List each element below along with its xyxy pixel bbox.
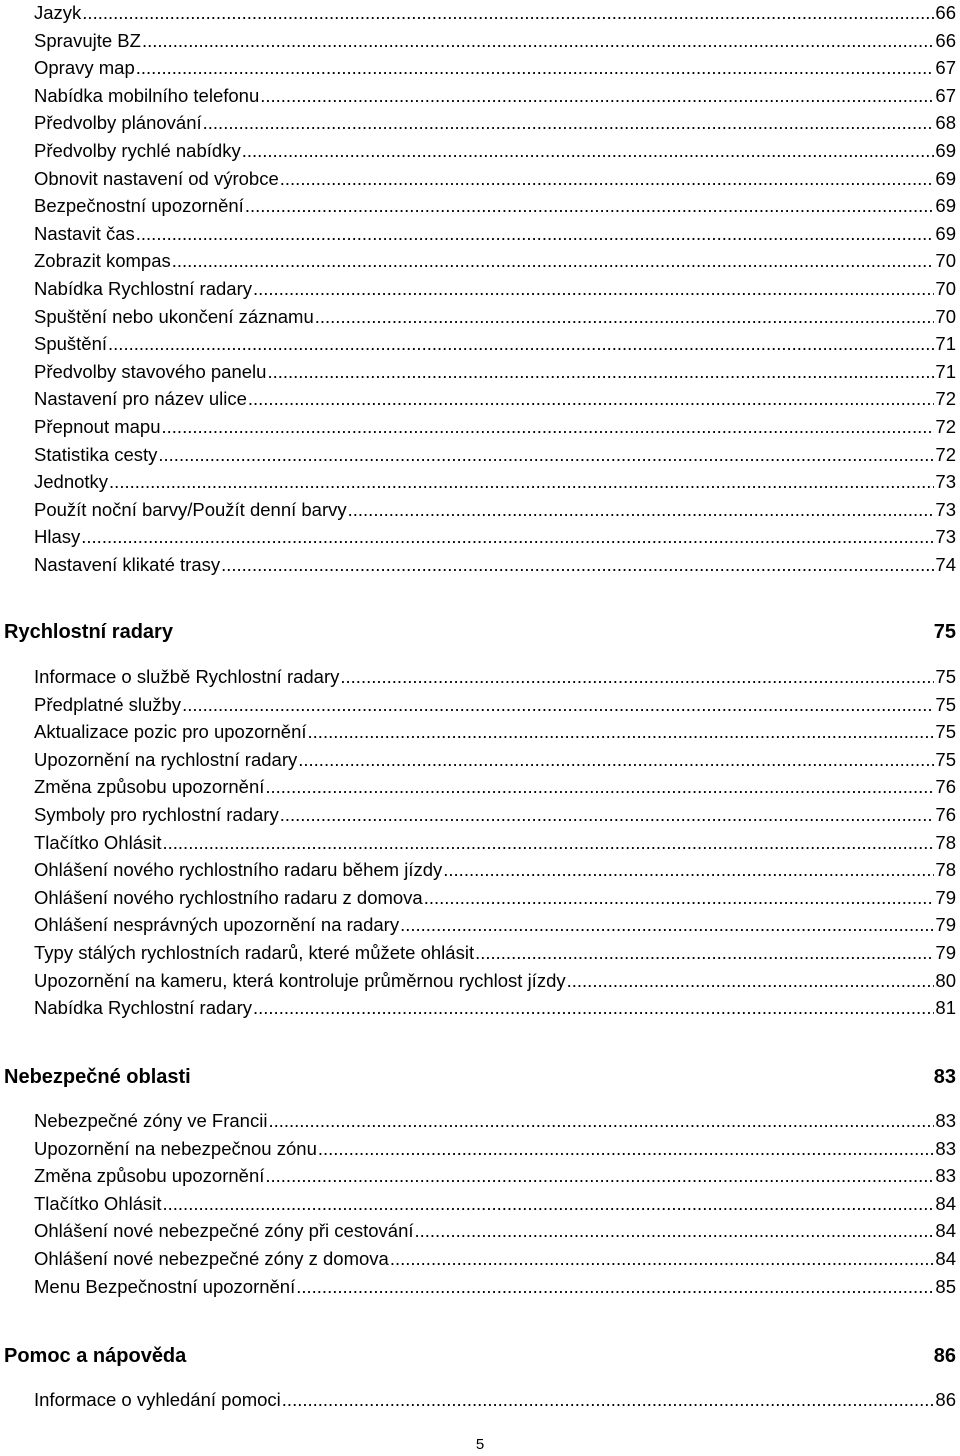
toc-entry[interactable] (0, 523, 960, 551)
toc-entry[interactable] (0, 330, 960, 358)
toc-entry[interactable] (0, 1135, 960, 1163)
toc-entry-title: Spravujte BZ (34, 29, 141, 51)
toc-entry-page: 73 (935, 471, 956, 493)
toc-entry-title: Spuštění nebo ukončení záznamu (34, 305, 314, 327)
section-heading-page: 75 (933, 621, 956, 643)
toc-entry[interactable] (0, 1245, 960, 1273)
toc-entry-title: Ohlášení nového rychlostního radaru z domova (34, 886, 423, 908)
dot-leader (315, 303, 935, 331)
dot-leader (424, 884, 935, 912)
toc-entry-page: 70 (935, 278, 956, 299)
dot-leader (136, 220, 935, 248)
toc-entry-page: 67 (935, 57, 956, 79)
toc-entry-title: Předvolby plánování (34, 112, 202, 134)
toc-entry-title: Upozornění na nebezpečnou zónu (34, 1137, 317, 1159)
toc-entry-page: 70 (935, 305, 956, 327)
toc-entry[interactable] (0, 1190, 960, 1218)
dot-leader (280, 165, 935, 193)
dot-leader (182, 691, 934, 719)
toc-entry-page: 84 (935, 1248, 956, 1269)
toc-entry-page: 79 (935, 886, 956, 908)
dot-leader (475, 939, 934, 967)
toc-entry-title: Nastavení pro název ulice (34, 388, 247, 410)
toc-entry-title: Hlasy (34, 526, 81, 548)
toc-entry-page: 83 (935, 1165, 956, 1187)
dot-leader (280, 801, 935, 829)
toc-entry-page: 79 (935, 942, 956, 963)
dot-leader (296, 1273, 934, 1301)
toc-entry-title: Symboly pro rychlostní radary (34, 804, 279, 825)
toc-entry-page: 73 (935, 498, 956, 520)
dot-leader (108, 330, 934, 358)
toc-entry[interactable] (0, 275, 960, 303)
toc-entry[interactable] (0, 939, 960, 967)
toc-entry-page: 81 (935, 997, 956, 1019)
toc-entry-title: Tlačítko Ohlásit (34, 831, 162, 853)
dot-leader (282, 1386, 935, 1414)
dot-leader (268, 1107, 934, 1135)
toc-entry-page: 71 (935, 360, 956, 382)
toc-entry-title: Ohlášení nesprávných upozornění na radary (34, 914, 400, 936)
toc-entry[interactable] (0, 358, 960, 386)
toc-entry[interactable] (0, 192, 960, 220)
toc-entry-page: 70 (935, 250, 956, 272)
toc-entry-page: 73 (935, 526, 956, 548)
toc-entry-title: Nastavit čas (34, 222, 135, 244)
toc-entry-title: Nabídka mobilního telefonu (34, 84, 260, 106)
section-heading-title: Nebezpečné oblasti (4, 1066, 191, 1088)
toc-entry[interactable] (0, 441, 960, 469)
dot-leader (136, 54, 935, 82)
toc-entry[interactable] (0, 801, 960, 829)
toc-entry[interactable] (0, 1217, 960, 1245)
toc-entry-page: 78 (935, 831, 956, 853)
toc-entry-title: Tlačítko Ohlásit (34, 1192, 162, 1214)
toc-entry-page: 79 (935, 914, 956, 936)
toc-entry-page: 78 (935, 859, 956, 881)
dot-leader (163, 829, 935, 857)
toc-entry-page: 83 (935, 1137, 956, 1159)
section-heading-title: Rychlostní radary (4, 621, 173, 643)
toc-entry-title: Předplatné služby (34, 693, 182, 715)
toc-entry-title: Předvolby rychlé nabídky (34, 140, 241, 161)
dot-leader (415, 1217, 935, 1245)
toc-entry-page: 75 (935, 748, 956, 770)
toc-entry-title: Informace o službě Rychlostní radary (34, 666, 340, 687)
dot-leader (340, 663, 934, 691)
toc-entry-title: Použít noční barvy/Použít denní barvy (34, 498, 347, 520)
toc-entry-page: 76 (935, 776, 956, 798)
toc-entry-page: 86 (935, 1389, 956, 1410)
toc-entry[interactable] (0, 746, 960, 774)
toc-entry-title: Upozornění na kameru, která kontroluje průměrnou rychlost jízdy (34, 969, 566, 991)
toc-entry[interactable] (0, 663, 960, 691)
dot-leader (400, 911, 934, 939)
dot-leader (242, 137, 935, 165)
toc-entry-page: 80 (935, 969, 956, 991)
toc-entry[interactable] (0, 109, 960, 137)
toc-entry-page: 84 (935, 1220, 956, 1242)
page-number: 5 (475, 1436, 485, 1453)
toc-entry-title: Typy stálých rychlostních radarů, které můžete ohlásit (34, 942, 475, 963)
dot-leader (172, 247, 935, 275)
dot-leader (298, 746, 934, 774)
dot-leader (221, 551, 934, 579)
dot-leader (267, 358, 934, 386)
dot-leader (245, 192, 935, 220)
toc-entry-title: Nebezpečné zóny ve Francii (34, 1110, 268, 1131)
dot-leader (567, 967, 935, 995)
dot-leader (390, 1245, 935, 1273)
toc-entry-title: Nabídka Rychlostní radary (34, 278, 252, 299)
toc-entry-page: 75 (935, 666, 956, 687)
toc-entry-title: Statistika cesty (34, 443, 158, 465)
toc-entry-page: 74 (935, 554, 956, 575)
toc-entry-page: 75 (935, 721, 956, 743)
section-heading[interactable] (0, 1062, 960, 1092)
toc-entry-page: 67 (935, 84, 956, 106)
toc-entry-page: 83 (935, 1110, 956, 1131)
toc-entry-title: Změna způsobu upozornění (34, 1165, 265, 1187)
toc-entry[interactable] (0, 1107, 960, 1135)
toc-entry-title: Zobrazit kompas (34, 250, 171, 272)
toc-entry-page: 69 (935, 222, 956, 244)
toc-entry-title: Jednotky (34, 471, 109, 493)
toc-entry-page: 76 (935, 804, 956, 825)
toc-entry-title: Upozornění na rychlostní radary (34, 748, 298, 770)
toc-entry-page: 85 (935, 1275, 956, 1297)
toc-entry-page: 75 (935, 693, 956, 715)
dot-leader (348, 496, 935, 524)
toc-entry[interactable] (0, 54, 960, 82)
toc-entry[interactable] (0, 829, 960, 857)
dot-leader (260, 82, 934, 110)
toc-entry-title: Aktualizace pozic pro upozornění (34, 721, 307, 743)
toc-entry-title: Ohlášení nové nebezpečné zóny při cestování (34, 1220, 414, 1242)
dot-leader (265, 1162, 934, 1190)
toc-entry-title: Informace o vyhledání pomoci (34, 1389, 281, 1410)
toc-entry[interactable] (0, 967, 960, 995)
toc-entry[interactable] (0, 856, 960, 884)
dot-leader (142, 27, 934, 55)
toc-entry-title: Spuštění (34, 333, 108, 355)
toc-entry[interactable] (0, 385, 960, 413)
dot-leader (318, 1135, 935, 1163)
toc-entry[interactable] (0, 1162, 960, 1190)
toc-entry-page: 84 (935, 1192, 956, 1214)
dot-leader (308, 718, 935, 746)
toc-entry-page: 66 (935, 2, 956, 23)
toc-entry[interactable] (0, 0, 960, 27)
toc-entry-title: Obnovit nastavení od výrobce (34, 167, 279, 189)
toc-entry[interactable] (0, 496, 960, 524)
dot-leader (162, 413, 935, 441)
dot-leader (248, 385, 935, 413)
dot-leader (203, 109, 935, 137)
dot-leader (82, 0, 934, 27)
toc-entry-page: 69 (935, 167, 956, 189)
toc-entry[interactable] (0, 165, 960, 193)
toc-entry-page: 66 (935, 29, 956, 51)
dot-leader (109, 468, 934, 496)
toc-entry[interactable] (0, 27, 960, 55)
toc-entry-page: 69 (935, 195, 956, 217)
toc-entry-page: 69 (935, 140, 956, 161)
toc-entry[interactable] (0, 220, 960, 248)
toc-entry[interactable] (0, 1386, 960, 1414)
section-heading-page: 86 (933, 1345, 956, 1367)
section-heading[interactable] (0, 1341, 960, 1371)
toc-entry-title: Ohlášení nového rychlostního radaru během jízdy (34, 859, 443, 881)
toc-entry-title: Nastavení klikaté trasy (34, 554, 221, 575)
toc-entry-title: Opravy map (34, 57, 135, 79)
toc-entry-title: Jazyk (34, 2, 82, 23)
toc-entry[interactable] (0, 718, 960, 746)
toc-entry-title: Ohlášení nové nebezpečné zóny z domova (34, 1248, 389, 1269)
toc-entry-page: 72 (935, 388, 956, 410)
toc-entry-title: Předvolby stavového panelu (34, 360, 267, 382)
toc-entry[interactable] (0, 551, 960, 579)
toc-entry-title: Bezpečnostní upozornění (34, 195, 244, 217)
dot-leader (265, 773, 934, 801)
toc-entry-title: Menu Bezpečnostní upozornění (34, 1275, 296, 1297)
toc-entry-page: 72 (935, 443, 956, 465)
dot-leader (81, 523, 934, 551)
toc-entry-page: 71 (935, 333, 956, 355)
toc-entry[interactable] (0, 911, 960, 939)
toc-entry-title: Přepnout mapu (34, 416, 161, 437)
toc-entry-title: Změna způsobu upozornění (34, 776, 265, 798)
toc-entry[interactable] (0, 303, 960, 331)
toc-entry[interactable] (0, 413, 960, 441)
toc-entry[interactable] (0, 247, 960, 275)
section-heading-page: 83 (933, 1066, 956, 1088)
dot-leader (163, 1190, 935, 1218)
toc-entry[interactable] (0, 468, 960, 496)
dot-leader (253, 275, 934, 303)
dot-leader (253, 994, 934, 1022)
toc-entry-page: 68 (935, 112, 956, 134)
toc-entry-page: 72 (935, 416, 956, 437)
toc-entry[interactable] (0, 884, 960, 912)
dot-leader (158, 441, 934, 469)
toc-entry[interactable] (0, 691, 960, 719)
toc-entry[interactable] (0, 994, 960, 1022)
toc-entry[interactable] (0, 137, 960, 165)
toc-entry[interactable] (0, 1273, 960, 1301)
toc-entry-title: Nabídka Rychlostní radary (34, 997, 252, 1019)
section-heading-title: Pomoc a nápověda (4, 1345, 187, 1367)
dot-leader (443, 856, 934, 884)
section-heading[interactable] (0, 617, 960, 647)
toc-entry[interactable] (0, 82, 960, 110)
toc-entry[interactable] (0, 773, 960, 801)
